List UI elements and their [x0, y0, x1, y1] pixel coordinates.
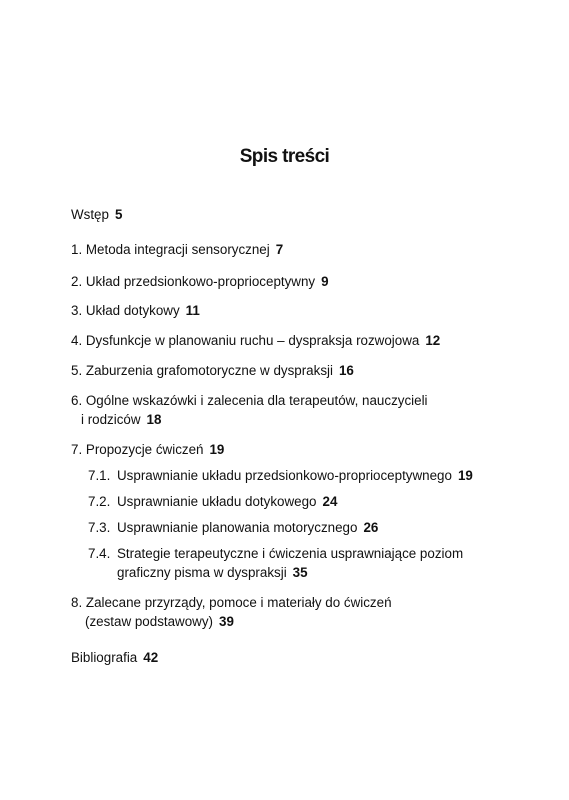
toc-subentry-7-4 — [88, 544, 463, 564]
toc-page-number: 7 — [275, 242, 284, 257]
toc-entry-label: Usprawnianie planowania motorycznego — [117, 520, 358, 535]
toc-entry-8 — [71, 593, 392, 613]
toc-entry-8-continuation — [85, 612, 234, 632]
toc-entry-wstep — [71, 205, 122, 225]
toc-subentry-number: 7.2. — [88, 494, 111, 509]
toc-entry-label: Strategie terapeutyczne i ćwiczenia usprawniające poziom — [117, 546, 464, 561]
toc-entry-label: 2. Układ przedsionkowo-proprioceptywny — [71, 274, 316, 289]
toc-page-number: 39 — [219, 614, 234, 629]
toc-entry-5 — [71, 361, 354, 381]
toc-subentry-number: 7.4. — [88, 546, 111, 561]
toc-entry-7 — [71, 440, 224, 460]
page-title: Spis treści — [239, 146, 330, 167]
toc-entry-label: Wstęp — [71, 207, 109, 222]
toc-page-number: 5 — [114, 207, 123, 222]
toc-entry-label: Usprawnianie układu przedsionkowo-proprioceptywnego — [117, 468, 452, 483]
toc-page-number: 9 — [321, 274, 329, 289]
toc-page-number: 24 — [322, 494, 338, 509]
toc-subentry-number: 7.3. — [88, 520, 111, 535]
toc-page-number: 35 — [292, 565, 308, 580]
toc-page-number: 19 — [457, 468, 473, 483]
toc-entry-label: 1. Metoda integracji sensorycznej — [71, 242, 270, 257]
toc-entry-3 — [71, 301, 200, 321]
toc-entry-label: 4. Dysfunkcje w planowaniu ruchu – dyspraksja rozwojowa — [71, 333, 420, 348]
toc-page-number: 19 — [209, 442, 225, 457]
toc-page-number: 42 — [143, 650, 159, 665]
toc-subentry-7-4-continuation — [117, 563, 308, 583]
toc-entry-label: 8. Zalecane przyrządy, pomoce i materiały do ćwiczeń — [71, 595, 392, 610]
toc-entry-6-continuation — [81, 410, 161, 430]
toc-entry-label: 6. Ogólne wskazówki i zalecenia dla terapeutów, nauczycieli — [71, 393, 428, 408]
toc-page-number: 11 — [185, 303, 200, 318]
toc-page-number: 18 — [146, 412, 162, 427]
toc-subentry-7-1 — [88, 466, 473, 486]
toc-entry-label-cont: (zestaw podstawowy) — [85, 614, 214, 629]
toc-page-number: 16 — [338, 363, 354, 378]
toc-entry-4 — [71, 331, 440, 351]
toc-entry-1 — [71, 240, 283, 260]
toc-entry-label: 3. Układ dotykowy — [71, 303, 180, 318]
toc-entry-label: 5. Zaburzenia grafomotoryczne w dyspraksji — [71, 363, 333, 378]
toc-entry-label-cont: i rodziców — [81, 412, 141, 427]
toc-entry-label: Usprawnianie układu dotykowego — [117, 494, 317, 509]
toc-subentry-number: 7.1. — [88, 468, 111, 483]
toc-page-number: 26 — [363, 520, 379, 535]
toc-page-number: 12 — [425, 333, 441, 348]
toc-subentry-7-2 — [88, 492, 337, 512]
toc-entry-label: Bibliografia — [71, 650, 138, 665]
toc-entry-6 — [71, 391, 428, 411]
toc-subentry-7-3 — [88, 518, 378, 538]
toc-entry-2 — [71, 272, 329, 292]
toc-entry-label-cont: graficzny pisma w dyspraksji — [117, 565, 287, 580]
toc-entry-bibliografia — [71, 648, 158, 668]
toc-entry-label: 7. Propozycje ćwiczeń — [71, 442, 204, 457]
